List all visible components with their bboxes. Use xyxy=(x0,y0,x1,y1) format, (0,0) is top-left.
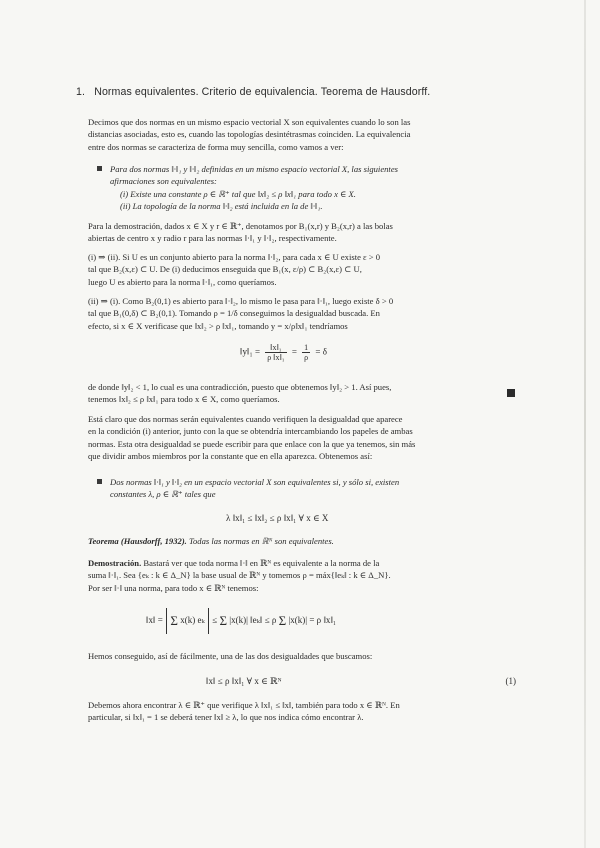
proposition xyxy=(110,163,520,213)
final-paragraph xyxy=(88,699,516,724)
demo-label: Demostración. xyxy=(88,558,142,568)
fraction xyxy=(302,343,310,362)
formula-text: |x(k)| = ρ ‖x‖₁ xyxy=(288,615,337,626)
norm-bar xyxy=(166,608,167,634)
formula-text: x(k) eₖ xyxy=(180,615,205,626)
text-line: afirmaciones son equivalentes: xyxy=(110,176,217,187)
text-line: particular, si ‖x‖₁ = 1 se deberá tener ‖x‖ ≥ λ, lo que nos indica cómo encontrar λ. xyxy=(88,712,364,723)
text-line: efecto, si x ∈ X verificase que ‖x‖₂ > ρ ‖x‖₁, tomando y = x/ρ‖x‖₁ tendríamos xyxy=(88,320,348,331)
sigma-symbol: Σ xyxy=(170,613,178,628)
numerator: 1 xyxy=(304,343,309,352)
numerator: ‖x‖₁ xyxy=(265,343,286,353)
text-line: Está claro que dos normas serán equivalentes cuando verifiquen la desigualdad que aparece xyxy=(88,414,403,424)
text-line: distancias asociadas, esto es, cuando las topologías desintétrasmas coinciden. La equivalencia xyxy=(88,129,411,140)
text-line: (i) ⇒ (ii). Si U es un conjunto abierto para la norma ‖·‖₂, para cada x ∈ U existe ε > 0 xyxy=(88,252,381,262)
denominator: ρ xyxy=(304,353,309,362)
demo-first-line xyxy=(88,557,516,569)
text-line: Hemos conseguido, así de fácilmente, una de las dos desigualdades que buscamos: xyxy=(88,651,373,661)
criterion xyxy=(110,476,520,501)
theorem-text: Todas las normas en ℝᴺ son equivalentes. xyxy=(188,536,334,546)
text-line: Para dos normas ‖·‖₁ y ‖·‖₂ definidas en un mismo espacio vectorial X, las siguientes xyxy=(110,164,398,174)
text-line: que dividir ambos miembros por la constante que en ella aparezca. Obtenemos así: xyxy=(88,451,373,462)
bullet-icon xyxy=(97,479,102,484)
sigma-symbol: Σ xyxy=(278,613,287,628)
text-line: Bastará ver que toda norma ‖·‖ en ℝᴺ es equivalente a la norma de la xyxy=(143,558,380,568)
equation-tag: (1) xyxy=(505,676,516,686)
text-line: en la condición (i) anterior, junto con la que se obtendría intercambiando los papeles de ambas xyxy=(88,426,413,437)
proof-intro xyxy=(88,220,516,245)
proposition-item: (i) Existe una constante ρ ∈ ℝ⁺ tal que ‖x‖₂ ≤ ρ ‖x‖₁ para todo x ∈ X. xyxy=(120,188,356,199)
sheet-edge xyxy=(584,0,586,848)
formula-text: = xyxy=(291,346,297,357)
text-line: Decimos que dos normas en un mismo espacio vectorial X son equivalentes cuando lo son las xyxy=(88,117,411,127)
proposition-item: (ii) La topología de la norma ‖·‖₂ está incluida en la de ‖·‖₁. xyxy=(120,201,323,212)
bullet-icon xyxy=(97,166,102,171)
text-line: tenemos ‖x‖₂ ≤ ρ ‖x‖₁ para todo x ∈ X, como queríamos. xyxy=(88,394,280,405)
denominator: ρ ‖x‖₁ xyxy=(267,353,285,362)
formula-text: = δ xyxy=(315,346,327,357)
formula-text: |x(k)| ‖eₖ‖ ≤ ρ xyxy=(229,615,277,626)
formula-text: ‖y‖₁ = xyxy=(240,346,261,357)
formula-text: ‖x‖ = xyxy=(146,615,163,626)
intro-paragraph xyxy=(88,116,516,153)
section-heading xyxy=(76,86,556,98)
formula-2: λ ‖x‖₁ ≤ ‖x‖₂ ≤ ρ ‖x‖₁ ∀ x ∈ X xyxy=(226,513,329,523)
text-line: Debemos ahora encontrar λ ∈ ℝ⁺ que verifique λ ‖x‖₁ ≤ ‖x‖, también para todo x ∈ ℝᴺ. En xyxy=(88,700,400,710)
fraction xyxy=(265,343,286,362)
text-line: tal que B₁(0,δ) ⊂ B₂(0,1). Tomando ρ = 1/δ conseguimos la desigualdad buscada. En xyxy=(88,308,380,319)
proof-conclusion xyxy=(88,381,516,406)
equivalence-paragraph xyxy=(88,413,516,463)
text-line: Dos normas ‖·‖₁ y ‖·‖₂ en un espacio vectorial X son equivalentes si, y sólo si, existen xyxy=(110,477,400,487)
text-line: tal que B₂(x,ε) ⊂ U. De (i) deducimos enseguida que B₁(x, ε/ρ) ⊂ B₂(x,ε) ⊂ U, xyxy=(88,264,362,275)
formula-text: ‖x‖ ≤ ρ ‖x‖₁ ∀ x ∈ ℝᴺ xyxy=(206,676,282,686)
formula-4 xyxy=(206,676,516,687)
norm-bar xyxy=(208,608,209,634)
text-line: abiertas de centro x y radio r para las normas ‖·‖₁ y ‖·‖₂, respectivamente. xyxy=(88,233,337,244)
sigma-symbol: Σ xyxy=(219,613,228,628)
formula-1 xyxy=(240,343,327,362)
theorem-line xyxy=(88,535,516,547)
text-line: de donde ‖y‖₂ < 1, lo cual es una contradicción, puesto que obtenemos ‖y‖₂ > 1. Así pues, xyxy=(88,382,392,392)
formula-3 xyxy=(146,608,336,634)
text-line: suma ‖·‖₁. Sea {eₖ : k ∈ Δ_N} la base usual de ℝᴺ y tomemos ρ = máx{‖eₖ‖ : k ∈ Δ_N}. xyxy=(88,570,391,581)
theorem-label: Teorema (Hausdorff, 1932). xyxy=(88,536,187,546)
section-title: Normas equivalentes. Criterio de equivalencia. Teorema de Hausdorff. xyxy=(94,86,431,98)
text-line: (ii) ⇒ (i). Como B₂(0,1) es abierto para ‖·‖₂, lo mismo le pasa para ‖·‖₁, luego existe δ > 0 xyxy=(88,296,394,306)
text-line: Por ser ‖·‖ una norma, para todo x ∈ ℝᴺ tenemos: xyxy=(88,582,259,593)
qed-icon xyxy=(507,389,515,397)
intermediate-paragraph xyxy=(88,650,516,662)
demonstration xyxy=(88,557,516,594)
text-line: luego U es abierto para la norma ‖·‖₁, como queríamos. xyxy=(88,276,277,287)
theorem xyxy=(88,535,516,547)
text-line: Para la demostración, dados x ∈ X y r ∈ ℝ⁺, denotamos por B₁(x,r) y B₂(x,r) a las bolas xyxy=(88,221,393,231)
proof-direction-2 xyxy=(88,295,516,332)
text-line: normas. Esta otra desigualdad se puede escribir para que enlace con la que ya tenemos, sin más xyxy=(88,438,416,449)
text-line: entre dos normas se caracteriza de forma muy sencilla, como vamos a ver: xyxy=(88,141,344,152)
proof-direction-1 xyxy=(88,251,516,288)
text-line: constantes λ, ρ ∈ ℝ⁺ tales que xyxy=(110,489,216,500)
section-number: 1. xyxy=(76,86,86,98)
formula-text: ≤ xyxy=(212,615,218,626)
